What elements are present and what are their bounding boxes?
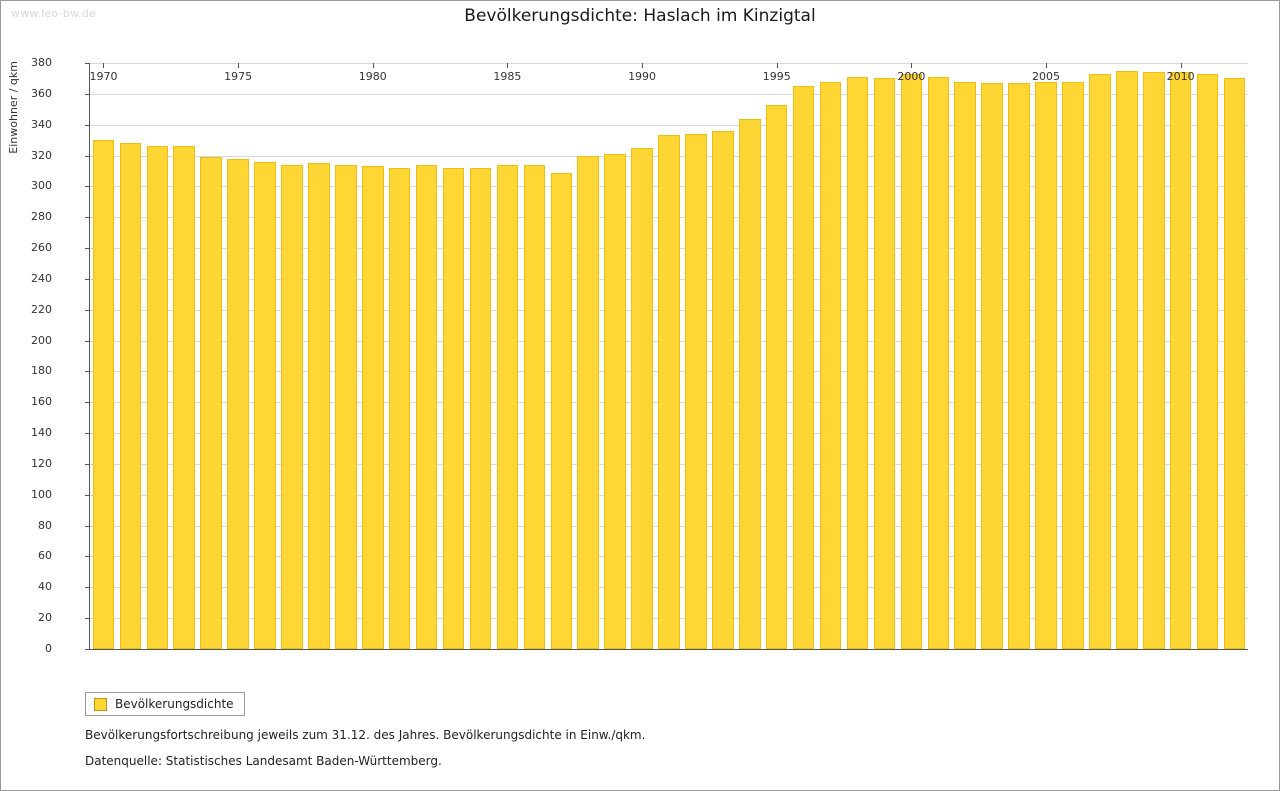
bar (362, 166, 384, 649)
bar (416, 165, 438, 649)
bar (497, 165, 519, 649)
bar (1089, 74, 1111, 649)
y-tick-label: 120 (31, 456, 52, 470)
x-tick-mark (507, 63, 508, 68)
bar (874, 78, 896, 649)
bar (281, 165, 303, 649)
bar (147, 146, 169, 649)
x-tick-mark (1181, 63, 1182, 68)
bar (928, 77, 950, 649)
x-tick-mark (642, 63, 643, 68)
bar (200, 157, 222, 649)
bar (1224, 78, 1246, 649)
y-tick-label: 80 (38, 518, 52, 532)
bar (524, 165, 546, 649)
x-tick-label: 1990 (628, 70, 657, 83)
watermark-text: www.leo-bw.de (11, 7, 97, 20)
y-axis-label: Einwohner / qkm (7, 61, 20, 154)
y-tick-label: 260 (31, 241, 52, 255)
bar (712, 131, 734, 649)
x-tick-mark (103, 63, 104, 68)
legend (85, 692, 245, 716)
y-tick-label: 380 (31, 56, 52, 69)
x-tick-label: 1985 (493, 70, 522, 83)
bar (1170, 72, 1192, 649)
bar (335, 165, 357, 649)
bar (254, 162, 276, 649)
y-tick-label: 300 (31, 179, 52, 193)
bar (120, 143, 142, 649)
footnote-source: Datenquelle: Statistisches Landesamt Baden-Württemberg. (85, 754, 442, 768)
bar (658, 135, 680, 649)
bar (685, 134, 707, 649)
bar (470, 168, 492, 649)
bar (173, 146, 195, 649)
bar (1008, 83, 1030, 649)
x-tick-label: 1970 (89, 70, 118, 83)
y-tick-label: 320 (31, 148, 52, 162)
y-tick-label: 20 (38, 611, 52, 625)
bar (604, 154, 626, 649)
y-tick-label: 100 (31, 487, 52, 501)
plot-area (31, 56, 1248, 655)
bar (739, 119, 761, 649)
bar (901, 74, 923, 649)
y-tick-label: 340 (31, 117, 52, 131)
bar (1197, 74, 1219, 649)
y-tick-label: 180 (31, 364, 52, 378)
x-tick-label: 2005 (1032, 70, 1061, 83)
y-tick-label: 360 (31, 86, 52, 100)
bar (389, 168, 411, 649)
y-tick-label: 280 (31, 210, 52, 224)
x-tick-mark (911, 63, 912, 68)
y-tick-label: 220 (31, 302, 52, 316)
y-tick-label: 60 (38, 549, 52, 563)
y-tick-label: 160 (31, 395, 52, 409)
bar (443, 168, 465, 649)
x-tick-label: 1995 (762, 70, 791, 83)
legend-label: Bevölkerungsdichte (115, 697, 234, 711)
x-tick-mark (373, 63, 374, 68)
bar (1143, 72, 1165, 649)
bar (631, 148, 653, 649)
y-tick-mark (85, 649, 90, 650)
bar (766, 105, 788, 649)
bar (93, 140, 115, 649)
footnote-method: Bevölkerungsfortschreibung jeweils zum 31.12. des Jahres. Bevölkerungsdichte in Einw./qkm. (85, 728, 646, 742)
bar (981, 83, 1003, 649)
x-tick-mark (238, 63, 239, 68)
bar (1116, 71, 1138, 649)
y-tick-label: 140 (31, 426, 52, 440)
page-title: Bevölkerungsdichte: Haslach im Kinzigtal (464, 6, 816, 26)
bar (551, 173, 573, 650)
x-tick-label: 2010 (1166, 70, 1195, 83)
x-tick-label: 2000 (897, 70, 926, 83)
y-tick-label: 40 (38, 580, 52, 594)
bar (820, 82, 842, 649)
y-tick-label: 0 (45, 642, 52, 655)
bar (1035, 82, 1057, 649)
y-tick-label: 200 (31, 333, 52, 347)
x-tick-mark (1046, 63, 1047, 68)
bar (577, 156, 599, 649)
x-tick-label: 1980 (358, 70, 387, 83)
bar (847, 77, 869, 649)
x-tick-label: 1975 (224, 70, 253, 83)
x-tick-mark (777, 63, 778, 68)
bar-series (90, 63, 1248, 649)
bar (227, 159, 249, 649)
bar (1062, 82, 1084, 649)
bar (793, 86, 815, 649)
bar (308, 163, 330, 649)
bar (954, 82, 976, 649)
y-tick-label: 240 (31, 271, 52, 285)
legend-swatch-icon (94, 698, 107, 711)
